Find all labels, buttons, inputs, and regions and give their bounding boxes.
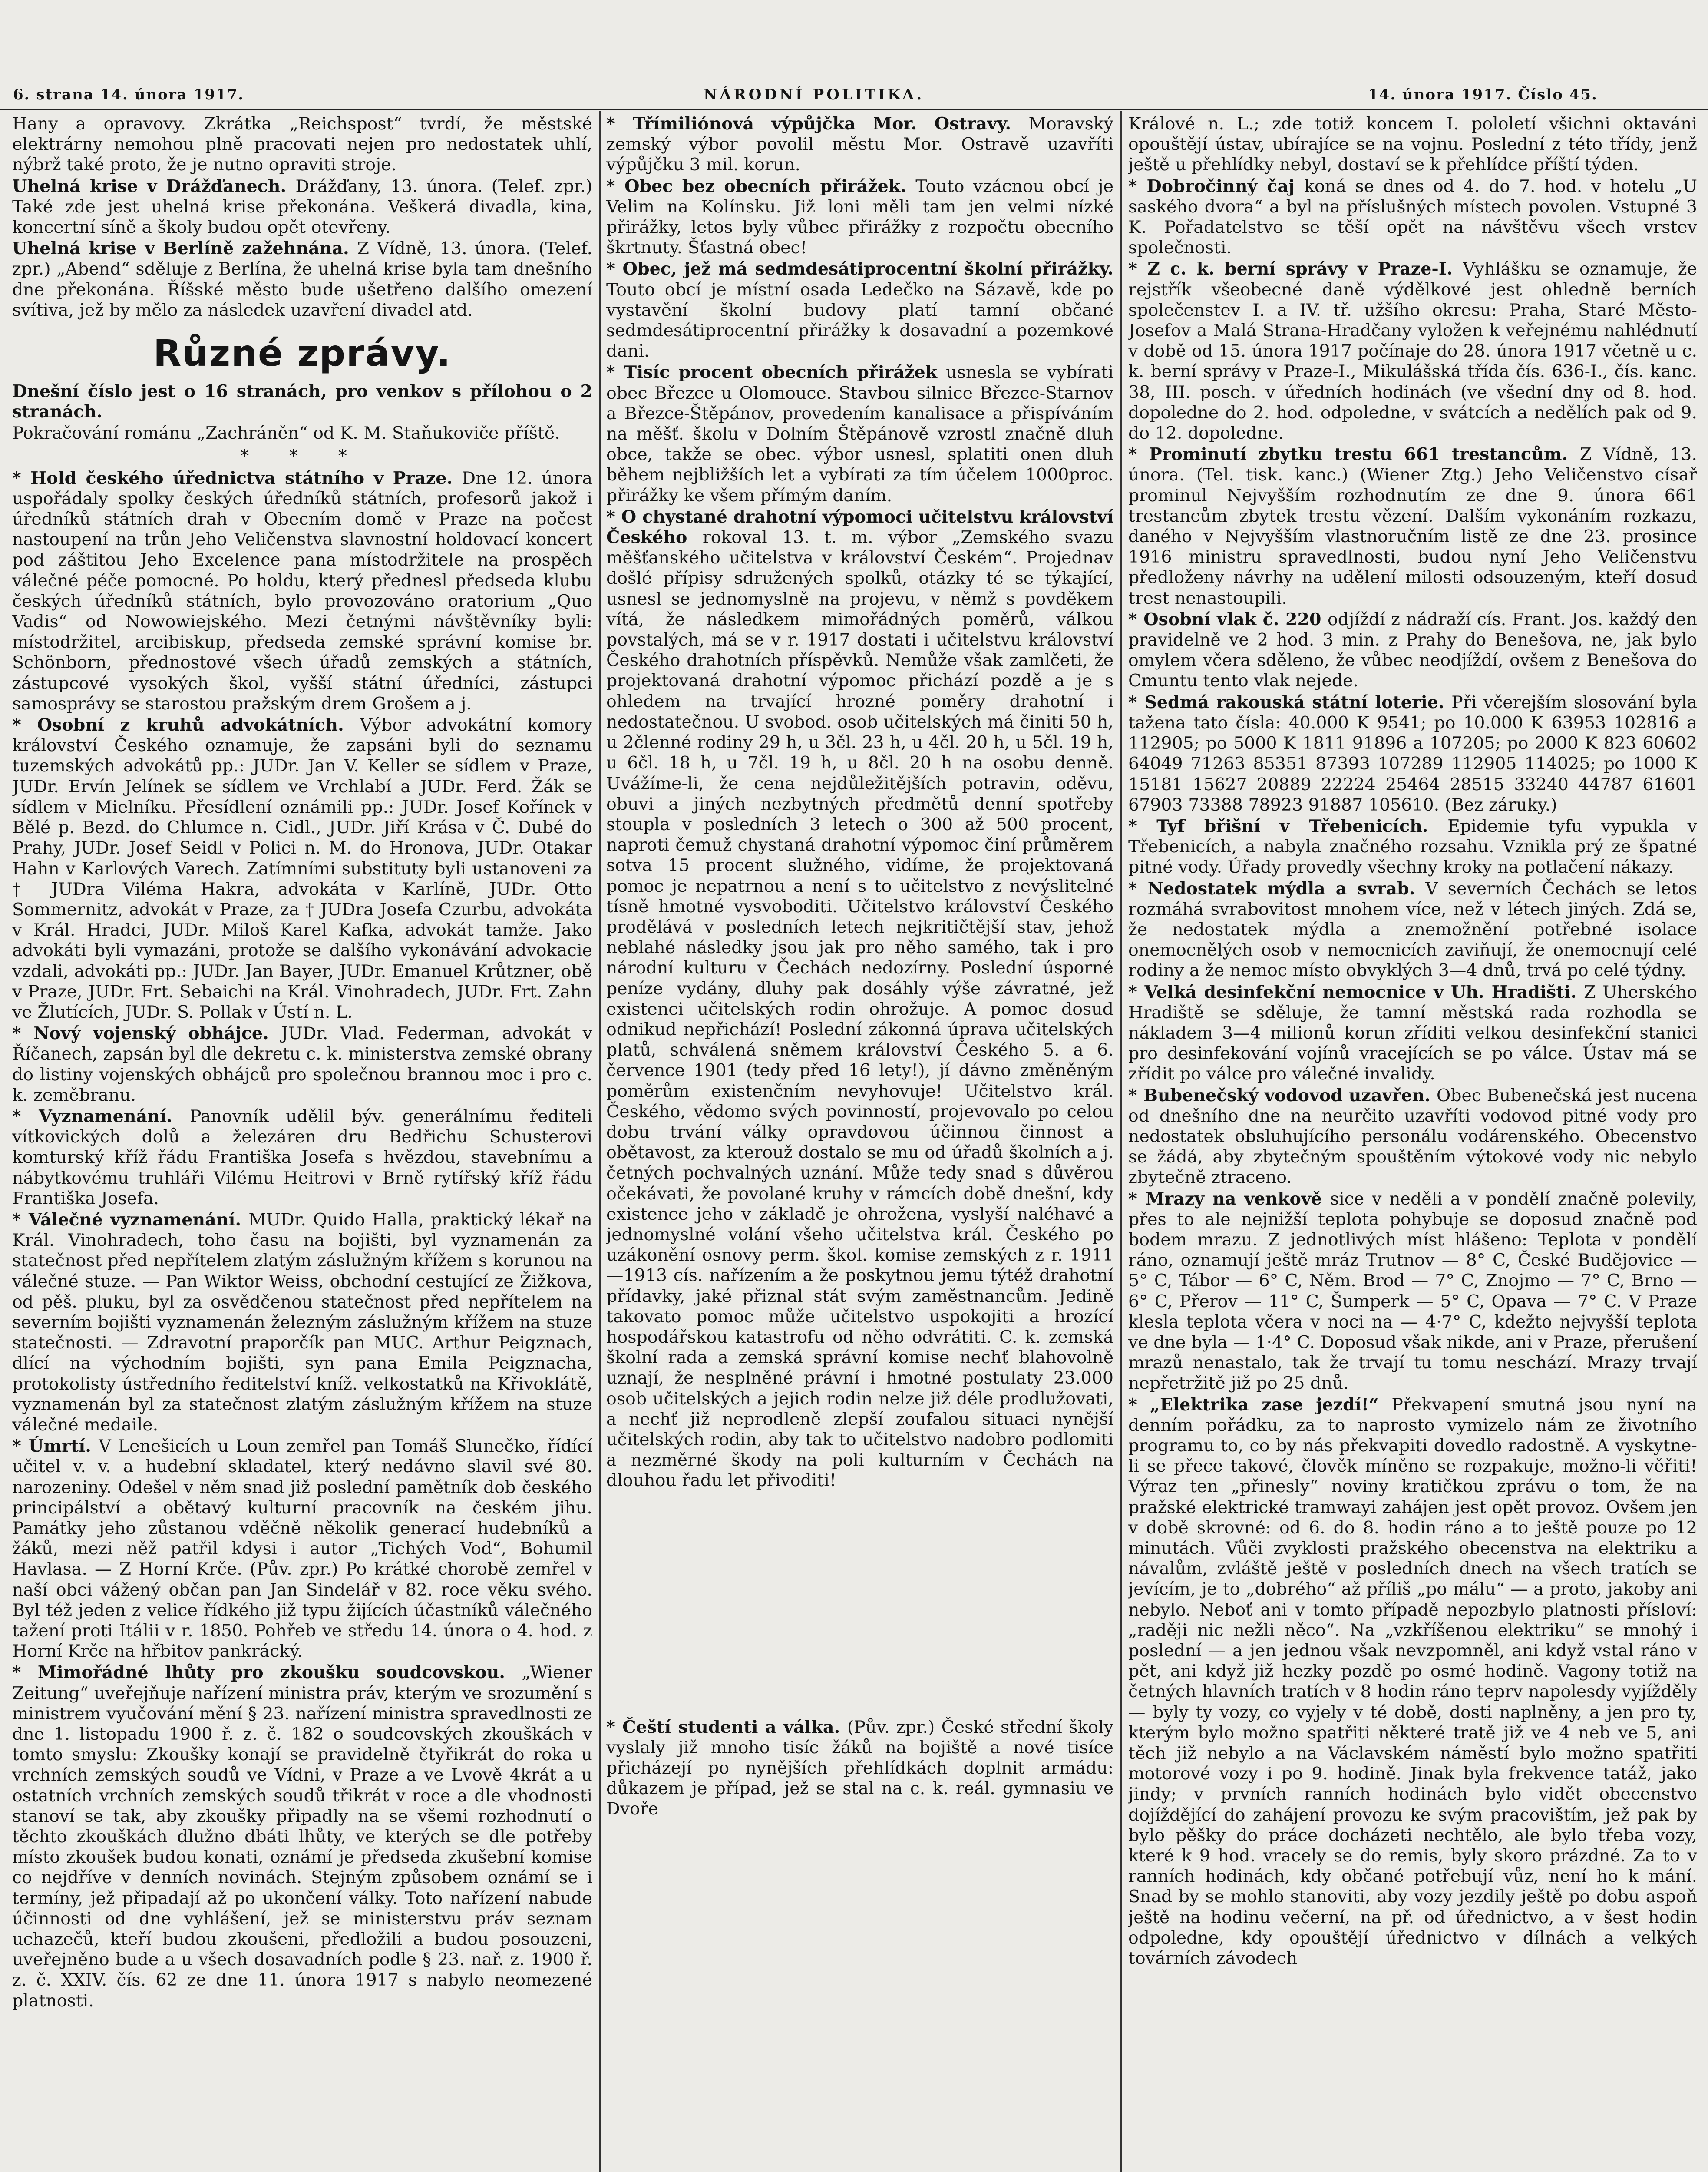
news-item-headline: * Mrazy na venkově [1128, 1189, 1330, 1209]
news-item-headline: * Vyznamenání. [12, 1106, 190, 1126]
separator-asterisks: * * * [240, 446, 364, 466]
news-item-headline: * Tyf břišní v Třebenicích. [1128, 816, 1448, 836]
news-item [606, 176, 1113, 258]
news-item-headline: * „Elektrika zase jezdí!“ [1128, 1394, 1392, 1415]
news-item-body: MUDr. Quido Halla, praktický lékař na Král. Vinohradech, toho času na bojišti, byl vyznamenán za statečnost před nepřítelem zlatým záslužným křížem s korunou na válečné stuze. — Pan Wiktor Weiss, obchodní cestující ze Žižkova, od pěš. pluku, byl za osvědčenou statečnost před nepřítelem na severním bojišti vyznamenán železným záslužným křížem na stuze statečnosti. — Zdravotní praporčík pan MUC. Arthur Peigznach, dlící na východním bojišti, syn pana Emila Peigznacha, protokolisty ústředního ředitelství kníž. velkostatků na Křivoklátě, vyznamenán byl za statečnost zlatým záslužným křížem na stuze válečné medaile. [12, 1209, 592, 1435]
news-item [12, 1023, 592, 1106]
news-item [606, 259, 1113, 361]
news-item-headline: * Tisíc procent obecních přirážek [606, 362, 946, 383]
news-item-body: usnesla se vybírati obec Březce u Olomouce. Stavbou silnice Březce-Starnov a Březce-Štěpánov, provedením kanalisace a přispíváním na měšť. školu v Dolním Štěpánově vzrostl značně dluh obce, takže se obec. výbor usnesl, splatiti onen dluh během nejbližších let a vybírati za tím účelem 1000proc. přirážky ke všem přímým daním. [606, 362, 1113, 506]
news-item-headline: * Dobročinný čaj [1128, 176, 1305, 196]
news-item-body: Touto vzácnou obcí je Velim na Kolínsku. Již loni měli tam jen velmi nízké přirážky, letos byly vůbec přirážky z rozpočtu obecního škrtnuty. Šťastná obec! [606, 176, 1113, 258]
news-item [12, 1106, 592, 1209]
news-item [12, 1662, 592, 2011]
news-item-headline: * Nový vojenský obhájce. [12, 1023, 281, 1044]
news-item [1128, 816, 1697, 878]
news-item-headline: * Třímiliónová výpůjčka Mor. Ostravy. [606, 114, 1029, 134]
news-item-body: Moravský zemský výbor povolil městu Mor. Ostravě uzavříti výpůjčku 3 mil. korun. [606, 114, 1113, 175]
news-item-headline: * Osobní vlak č. 220 [1128, 609, 1328, 629]
news-item-body: Z Uherského Hradiště se sděluje, že tamní městská rada rozhodla se nákladem 3—4 milionů korun zříditi velkou desinfekční stanici pro desinfekování vojínů vracejících se po válce. Ústav má se zřídit po válce pro válečné invalidy. [1128, 982, 1697, 1084]
section-title: Různé zprávy. [153, 332, 452, 375]
news-item-body: Obec Bubenečská jest nucena od dnešního dne na neurčito uzavříti vodovod pitné vody pro nedostatek obsluhujícího personálu vodárenského. Obecenstvo se žádá, aby zbytečným spouštěním výtokové vody nic nebylo zbytečně ztraceno. [1128, 1085, 1697, 1188]
news-item-headline: * Obec bez obecních přirážek. [606, 176, 916, 196]
news-item [12, 423, 592, 444]
news-item-headline: * Mimořádné lhůty pro zkoušku soudcovskou. [12, 1662, 522, 1683]
news-item-headline: * Čeští studenti a válka. [606, 1717, 847, 1737]
news-item-headline: * O chystané drahotní výpomoci učitelstvu království Českého [606, 507, 1113, 548]
news-item-body: „Wiener Zeitung“ uveřejňuje nařízení ministra práv, kterým ve srozumění s ministrem vyučování mění § 23. nařízení ministra spravedlnosti ze dne 1. listopadu 1900 ř. z. č. 182 o soudcovských zkouškách v tomto smyslu: Zkoušky konají se pravidelně čtyřikrát do roka u vrchních zemských soudů ve Vídni, v Praze a ve Lvově 4krát a u ostatních vrchních zemských soudů třikrát v roce a dle vhodnosti stanoví se tak, aby zkoušky připadly na se všemi rozhodnutí o těchto zkouškách dlužno dbáti lhůty, ve kterých se dle potřeby místo zkoušek budou konati, oznámí je předseda zkušební komise co nejdříve v denních novinách. Stejným způsobem oznámí se i termíny, jež připadají až po ukončení války. Toto nařízení nabude účinnosti od dne vyhlášení, jež se ministerstvu práv seznam uchazečů, kteří budou zkoušeni, předložili a budou posouzeni, uveřejněno bude a u všech dosavadních podle § 23. nař. z. 1900 ř. z. č. XXIV. čís. 62 ze dne 11. února 1917 s nabylo neomezené platnosti. [12, 1662, 592, 2011]
column-2 [606, 114, 1113, 2172]
news-item-body: V severních Čechách se letos rozmáhá svrabovitost mnohem více, než v létech jiných. Zdá se, že nedostatek mýdla a znemožnění potřebné isolace onemocnělých osob v nemocnicích zaviňují, že onemocnují celé rodiny a že nemoc místo obvyklých 3—4 dnů, trvá po celé týdny. [1128, 878, 1697, 981]
header-date-issue: 14. února 1917. Číslo 45. [1368, 86, 1598, 103]
column-rule-2 [1120, 111, 1122, 2172]
news-item [1128, 879, 1697, 981]
news-item [1128, 692, 1697, 815]
news-item-body: Panovník udělil býv. generálnímu řediteli vítkovických dolů a železáren dru Bedřichu Schusterovi komturský kříž řádu Františka Josefa s hvězdou, stavebnímu a nábytkovému truhláři Vilému Heitrovi v Brně rytířský kříž řádu Františka Josefa. [12, 1106, 592, 1209]
news-item [12, 1436, 592, 1662]
news-item-body: Hany a opravovy. Zkrátka „Reichspost“ tvrdí, že městské elektrárny nemohou plně pracovati nejen pro nedostatek uhlí, nýbrž také proto, že je nutno opraviti stroje. [12, 114, 592, 175]
blank-gap [606, 1491, 1113, 1717]
news-item-body: Při včerejším slosování byla tažena tato čísla: 40.000 K 9541; po 10.000 K 63953 102816 a 112905; po 5000 K 1811 91896 a 107205; po 2000 K 823 60602 64049 71263 85351 87393 107289 112905 114025; po 1000 K 15181 15627 20889 22224 25464 28515 33240 44787 61601 67903 73388 78923 91887 105610. (Bez záruky.) [1128, 692, 1697, 815]
news-item-headline: * Osobní z kruhů advokátních. [12, 715, 360, 735]
news-item [12, 1210, 592, 1435]
news-item-headline: * Hold českého úřednictva státního v Praze. [12, 468, 462, 488]
column-3 [1128, 114, 1697, 2172]
news-item-body: rokoval 13. t. m. výbor „Zemského svazu měšťanského učitelstva v království Českém“. Projednav došlé přípisy sdružených spolků, otázky té se týkající, usnesl se jednomyslně na projevu, v němž s povděkem vítá, že následkem mimořádných poměrů, válkou povstalých, má se v r. 1917 dostati i učitelstvu království Českého drahotních příspěvků. Nemůže však zamlčeti, že projektovaná drahotní výpomoc přichází pozdě a je s ohledem na trvající hrozné poměry drahotní i nedostatečnou. U svobod. osob učitelských má činiti 50 h, u 2členné rodiny 29 h, u 3čl. 23 h, u 4čl. 20 h, u 5čl. 19 h, u 6čl. 18 h, u 7čl. 19 h, u 8čl. 20 h na osobu denně. Uvážíme-li, že cena nejdůležitějších potravin, oděvu, obuvi a jiných nezbytných předmětů denní spotřeby stoupla v posledních 3 letech o 300 až 500 procent, naproti čemuž chystaná drahotní výpomoc činí průměrem sotva 15 procent služného, vidíme, že projektovaná pomoc je nepatrnou a není s to učitelstvo z nevýslitelné tísně hmotné vysvoboditi. Učitelstvo království Českého prodělává v posledních letech nejkritičtější stav, jehož neblahé následky jsou jak pro něho samého, tak i pro národní kulturu v Čechách nedozírny. Poslední úsporné peníze vydány, dluhy pak dosáhly výše závratné, jež existenci učitelských rodin ohrožuje. A pomoc dosud odnikud nepřichází! Poslední zákonná úprava učitelských platů, schválená sněmem království Českého 5. a 6. července 1901 (tedy před 16 lety!), jí dávno změněným poměrům existenčním nevyhovuje! Učitelstvo král. Českého, vědomo svých povinností, projevovalo po celou dobu trvání války opravdovou účinnou činnost a obětavost, za kterouž dostalo se mu od úřadů školních a j. četných pochvalných uznání. Může tedy snad s důvěrou očekávati, že povolané kruhy v rámcích době dnešní, kdy existence jeho v základě je ohrožena, vyslyší naléhavé a jednomyslné volání všeho učitelstva král. Českého po uzákonění osnovy perm. škol. komise zemských z r. 1911—1913 cís. nařízením a že poskytnou jemu týtéž drahotní přídavky, jaké přiznal stát svým zaměstnancům. Jedině takovato pomoc může učitelstvo uspokojiti a hrozící hospodářskou katastrofu od něho odvrátiti. C. k. zemská školní rada a zemská správní komise nechť blahovolně uznají, že nesplněné právní i hmotné postulaty 23.000 osob učitelských a jejich rodin nelze již déle prodlužovati, a nechť již neprodleně zlepší zoufalou situaci nynější učitelských rodin, aby tak to učitelstvo nadobro podlomiti a nezměrné škody na poli kulturním v Čechách na dlouhou řadu let přivoditi! [606, 527, 1113, 1491]
news-item-headline: * Velká desinfekční nemocnice v Uh. Hradišti. [1128, 982, 1584, 1002]
news-item [1128, 1086, 1697, 1188]
column-1 [12, 114, 592, 2172]
news-item-headline: * Sedmá rakouská státní loterie. [1128, 692, 1452, 712]
news-item-headline: * Prominutí zbytku trestu 661 trestancům. [1128, 444, 1580, 465]
news-item [12, 715, 592, 1023]
running-header [0, 86, 1708, 107]
news-item-body: Drážďany, 13. února. (Telef. zpr.) Také zde jest uhelná krise překonána. Veškerá divadla, kina, koncertní síně a školy budou opět otevřeny. [12, 176, 592, 238]
news-item-body: (Pův. zpr.) České střední školy vyslaly již mnoho tisíc žáků na bojiště a nové tisíce přicházejí po nynějších přehlídkách doplnit armádu: důkazem je případ, jež se stal na c. k. reál. gymnasiu ve Dvoře [606, 1717, 1113, 1819]
header-page-date: 6. strana 14. února 1917. [13, 86, 244, 103]
news-item [1128, 1395, 1697, 1969]
news-item [1128, 444, 1697, 609]
news-item-body: Touto obcí je místní osada Ledečko na Sázavě, kde po vystavění školní budovy platí tamní občané sedmdesátiprocentní přirážky k dosavadní a pozemkové dani. [606, 279, 1113, 361]
news-item [12, 114, 592, 175]
news-item-body: odjíždí z nádraží cís. Frant. Jos. každý den pravidelně ve 2 hod. 3 min. z Prahy do Benešova, ne, jak bylo omylem včera sděleno, že vůbec neodjíždí, ovšem z Benešova do Cmuntu tento vlak nejede. [1128, 609, 1697, 691]
news-item-headline: Uhelná krise v Drážďanech. [12, 176, 296, 196]
news-item-body: Z Vídně, 13. února. (Tel. tisk. kanc.) (Wiener Ztg.) Jeho Veličenstvo císař prominul Nejvyšším rozhodnutím ze dne 9. února 661 trestancům zbytek trestu vězení. Dalším vykonáním rozkazu, daného v Nejvyšším vlastnoručním listě ze dne 23. prosince 1916 ministru spravedlnosti, budou nyní Jeho Veličenstvu předloženy návrhy na udělení milosti odsouzeným, kteří dosud trest nenastoupili. [1128, 444, 1697, 608]
news-item [1128, 609, 1697, 692]
news-item [1128, 176, 1697, 258]
news-item [12, 176, 592, 238]
news-item-headline: * Nedostatek mýdla a svrab. [1128, 878, 1426, 899]
news-item-body: sice v neděli a v pondělí značně polevily, přes to ale nejnižší teplota pohybuje se doposud značně pod bodem mrazu. Z jednotlivých míst hlášeno: Teplota v pondělí ráno, oznamují ještě mráz Trutnov — 8° C, České Budějovice — 5° C, Tábor — 6° C, Něm. Brod — 7° C, Znojmo — 7° C, Brno — 6° C, Přerov — 11° C, Šumperk — 5° C, Opava — 7° C. V Praze klesla teplota včera v noci na — 4·7° C, kdežto nejvyšší teplota ve dne byla — 1·4° C. Doposud však nikde, ani v Praze, přerušení mrazů nenastalo, tak že trvají tu tomu neschází. Mrazy trvají nepřetržitě již po 25 dnů. [1128, 1189, 1697, 1394]
news-item-body: Vyhlášku se oznamuje, že rejstřík všeobecné daně výdělkové jest ohledně berních společenstev I. a IV. tř. užšího okresu: Praha, Staré Město-Josefov a Malá Strana-Hradčany vyložen k veřejnému nahlédnutí v době od 15. února 1917 počínaje do 28. února 1917 včetně u c. k. berní správy v Praze-I., Mikulášská třída čís. 636-I., čís. kanc. 38, III. posch. v úředních hodinách (ve všední dny od 8. hod. dopoledne do 2. hod. odpoledne, v svátcích a nedělích pak od 9. do 12. dopoledne. [1128, 259, 1697, 444]
news-item-headline: Uhelná krise v Berlíně zažehnána. [12, 238, 357, 259]
news-item [606, 362, 1113, 506]
news-item [606, 114, 1113, 175]
news-item-body: Epidemie tyfu vypukla v Třebenicích, a nabyla značného rozsahu. Vznikla prý ze špatné pitné vody. Úřady provedly všechny kroky na potlačení nákazy. [1128, 816, 1697, 877]
news-item-body: Výbor advokátní komory království Českého oznamuje, že zapsáni byli do seznamu tuzemských advokátů pp.: JUDr. Jan V. Keller se sídlem v Praze, JUDr. Ervín Jelínek se sídlem ve Vrchlabí a JUDr. Ferd. Žák se sídlem v Mielníku. Přesídlení oznámili pp.: JUDr. Josef Kořínek v Bělé p. Bezd. do Chlumce n. Cidl., JUDr. Jiří Krása v Č. Dubé do Prahy, JUDr. Josef Seidl v Polici n. M. do Hronova, JUDr. Otakar Hahn v Karlových Varech. Zatímními substituty byli ustanoveni za † JUDra Viléma Hakra, advokáta v Karlíně, JUDr. Otto Sommernitz, advokát v Praze, za † JUDra Josefa Czurbu, advokáta v Král. Hradci, JUDr. Miloš Karel Kafka, advokát tamže. Jako advokáti byli vymazáni, protože se dalšího vykonávání advokacie vzdali, advokáti pp.: JUDr. Jan Bayer, JUDr. Emanuel Krůtzner, obě v Praze, JUDr. Frt. Sebaichi na Král. Vinohradech, JUDr. Frt. Zahn ve Žlutících, JUDr. S. Pollak v Ústí n. L. [12, 715, 592, 1022]
news-item [606, 507, 1113, 1491]
news-item [1128, 259, 1697, 444]
column-rule-1 [599, 111, 601, 2172]
news-item [1128, 114, 1697, 175]
news-item [12, 238, 592, 321]
news-item-headline: * Válečné vyznamenání. [12, 1209, 249, 1230]
news-item-body: Z Vídně, 13. února. (Telef. zpr.) „Abend“ sděluje z Berlína, že uhelná krise byla tam dnešního dne překonána. Říšské město bude ušetřeno dalšího omezení svítiva, jež by mělo za následek uzavření divadel atd. [12, 238, 592, 320]
news-item [1128, 1189, 1697, 1394]
news-item-headline: * Úmrtí. [12, 1436, 99, 1457]
news-item-headline: * Z c. k. berní správy v Praze-I. [1128, 259, 1463, 279]
news-item-body: JUDr. Vlad. Federman, advokát v Říčanech, zapsán byl dle dekretu c. k. ministerstva zemské obrany do listiny vojenských obhájců pro společnou brannou moc i pro c. k. zeměbranu. [12, 1023, 592, 1105]
news-item-body: Pokračování románu „Zachráněn“ od K. M. Staňukoviče příště. [12, 423, 560, 444]
issue-notice: Dnešní číslo jest o 16 stranách, pro venkov s přílohou o 2 stranách. [12, 381, 592, 422]
header-masthead: NÁRODNÍ POLITIKA. [704, 86, 925, 103]
news-item-body: Dne 12. února uspořádaly spolky českých úředníků státních, profesorů jakož i úředníků státních drah v Obecním domě v Praze na počest nastoupení na trůn Jeho Veličenstva slavnostní holdovací koncert pod záštitou Jeho Excelence pana místodržitele na prospěch válečné péče pomocné. Po holdu, který přednesl předseda klubu českých úředníků státních, bylo provozováno oratorium „Quo Vadis“ od Nowowiejského. Mezi četnými návštěvníky byli: místodržitel, arcibiskup, předseda zemské správní komise br. Schönborn, přednostové všech úřadů zemských a státních, zástupcové vysokých škol, vyšší státní úředníci, zástupci samosprávy se starostou pražským drem Grošem a j. [12, 468, 592, 714]
news-item-headline: * Bubenečský vodovod uzavřen. [1128, 1085, 1437, 1106]
news-item [1128, 982, 1697, 1085]
news-item [606, 1717, 1113, 1820]
news-item-body: Králové n. L.; zde totiž koncem I. pololetí všichni oktaváni opouštějí ústav, ubírajíce se na vojnu. Poslední z této třídy, jenž ještě u přehlídky nebyl, dostaví se k přehlídce příští týden. [1128, 114, 1697, 175]
news-item-body: koná se dnes od 4. do 7. hod. v hotelu „U saského dvora“ a byl na příslušných místech povolen. Vstupné 3 K. Pořadatelstvo se těší opět na návštěvu všech vrstev společnosti. [1128, 176, 1697, 258]
news-item [12, 468, 592, 714]
news-item-body: Překvapení smutná jsou nyní na denním pořádku, za to naprosto vymizelo nám ze životního programu to, co by nás překvapiti dovedlo radostně. A vyskytne-li se přece takové, člověk míněno se rozpakuje, možno-li věřiti! Výraz ten „přinesly“ noviny kratičkou zprávu o tom, že na pražské elektrické tramwayi zahájen jest opět provoz. Ovšem jen v době skrovné: od 6. do 8. hodin ráno a to ještě pouze po 12 minutách. Vůči zvyklosti pražského obecenstva na elektriku a návalům, zvláště ještě v posledních dnech na všech tratích se jevícím, je to „dobrého“ až příliš „po málu“ — a proto, jakoby ani nebylo. Neboť ani v tomto případě nepozbylo platnosti přísloví: „raději nic nežli něco“. Na „vzkříšenou elektriku“ se mnohý i poslední — a jen jednou však nevzpomněl, ani když vstal ráno v pět, ani když již hezky pozdě po osmé hodině. Vagony totiž na četných hlavních tratích v 8 hodin ráno teprv napolesdy vyjížděly — byly ty vozy, co vyjely v té době, dosti naplněny, a jen pro ty, kterým bylo možno spatřiti některé tratě již ve 4 neb ve 5, ani těch již nebylo a na Václavském náměstí bylo možno spatřiti motorové vozy i po 9. hodině. Jinak byla frekvence tatáž, jako jindy; v prvních ranních hodinách bylo vidět obecenstvo dojíždějící do zahájení provozu ke svým pracovištím, jež pak by bylo pěšky do práce docházeti nechtělo, ale bylo třeba vozy, které k 9 hod. vracely se do remis, byly skoro prázdné. Za to v ranních hodinách, kdy občané potřebují vůz, není ho k mání. Snad by se mohlo stanoviti, aby vozy jezdily ještě po dobu aspoň ještě na hodinu večerní, na př. od úřednictvo, a v šest hodin odpoledne, kdy opouštějí úřednictvo v dílnách a velkých továrních závodech [1128, 1394, 1697, 1969]
header-rule [0, 109, 1708, 110]
news-item-headline: * Obec, jež má sedmdesátiprocentní školní přirážky. [606, 259, 1113, 279]
news-item-body: V Lenešicích u Loun zemřel pan Tomáš Slunečko, řídící učitel v. v. a hudební skladatel, který nedávno slavil své 80. narozeniny. Odešel v něm snad již poslední pamětník dob českého principálství a obětavý kulturní pracovník na českém jihu. Památky jeho zůstanou vděčně několik generací hudebníků a žáků, mezi něž patřil kdysi i autor „Tichých Vod“, Bohumil Havlasa. — Z Horní Krče. (Pův. zpr.) Po krátké chorobě zemřel v naší obci vážený občan pan Jan Sindelář v 82. roce věku svého. Byl též jeden z velice řídkého již typu žijících účastníků válečného tažení proti Itálii v r. 1850. Pohřeb ve středu 14. února o 4. hod. z Horní Krče na hřbitov pankrácký. [12, 1436, 592, 1662]
